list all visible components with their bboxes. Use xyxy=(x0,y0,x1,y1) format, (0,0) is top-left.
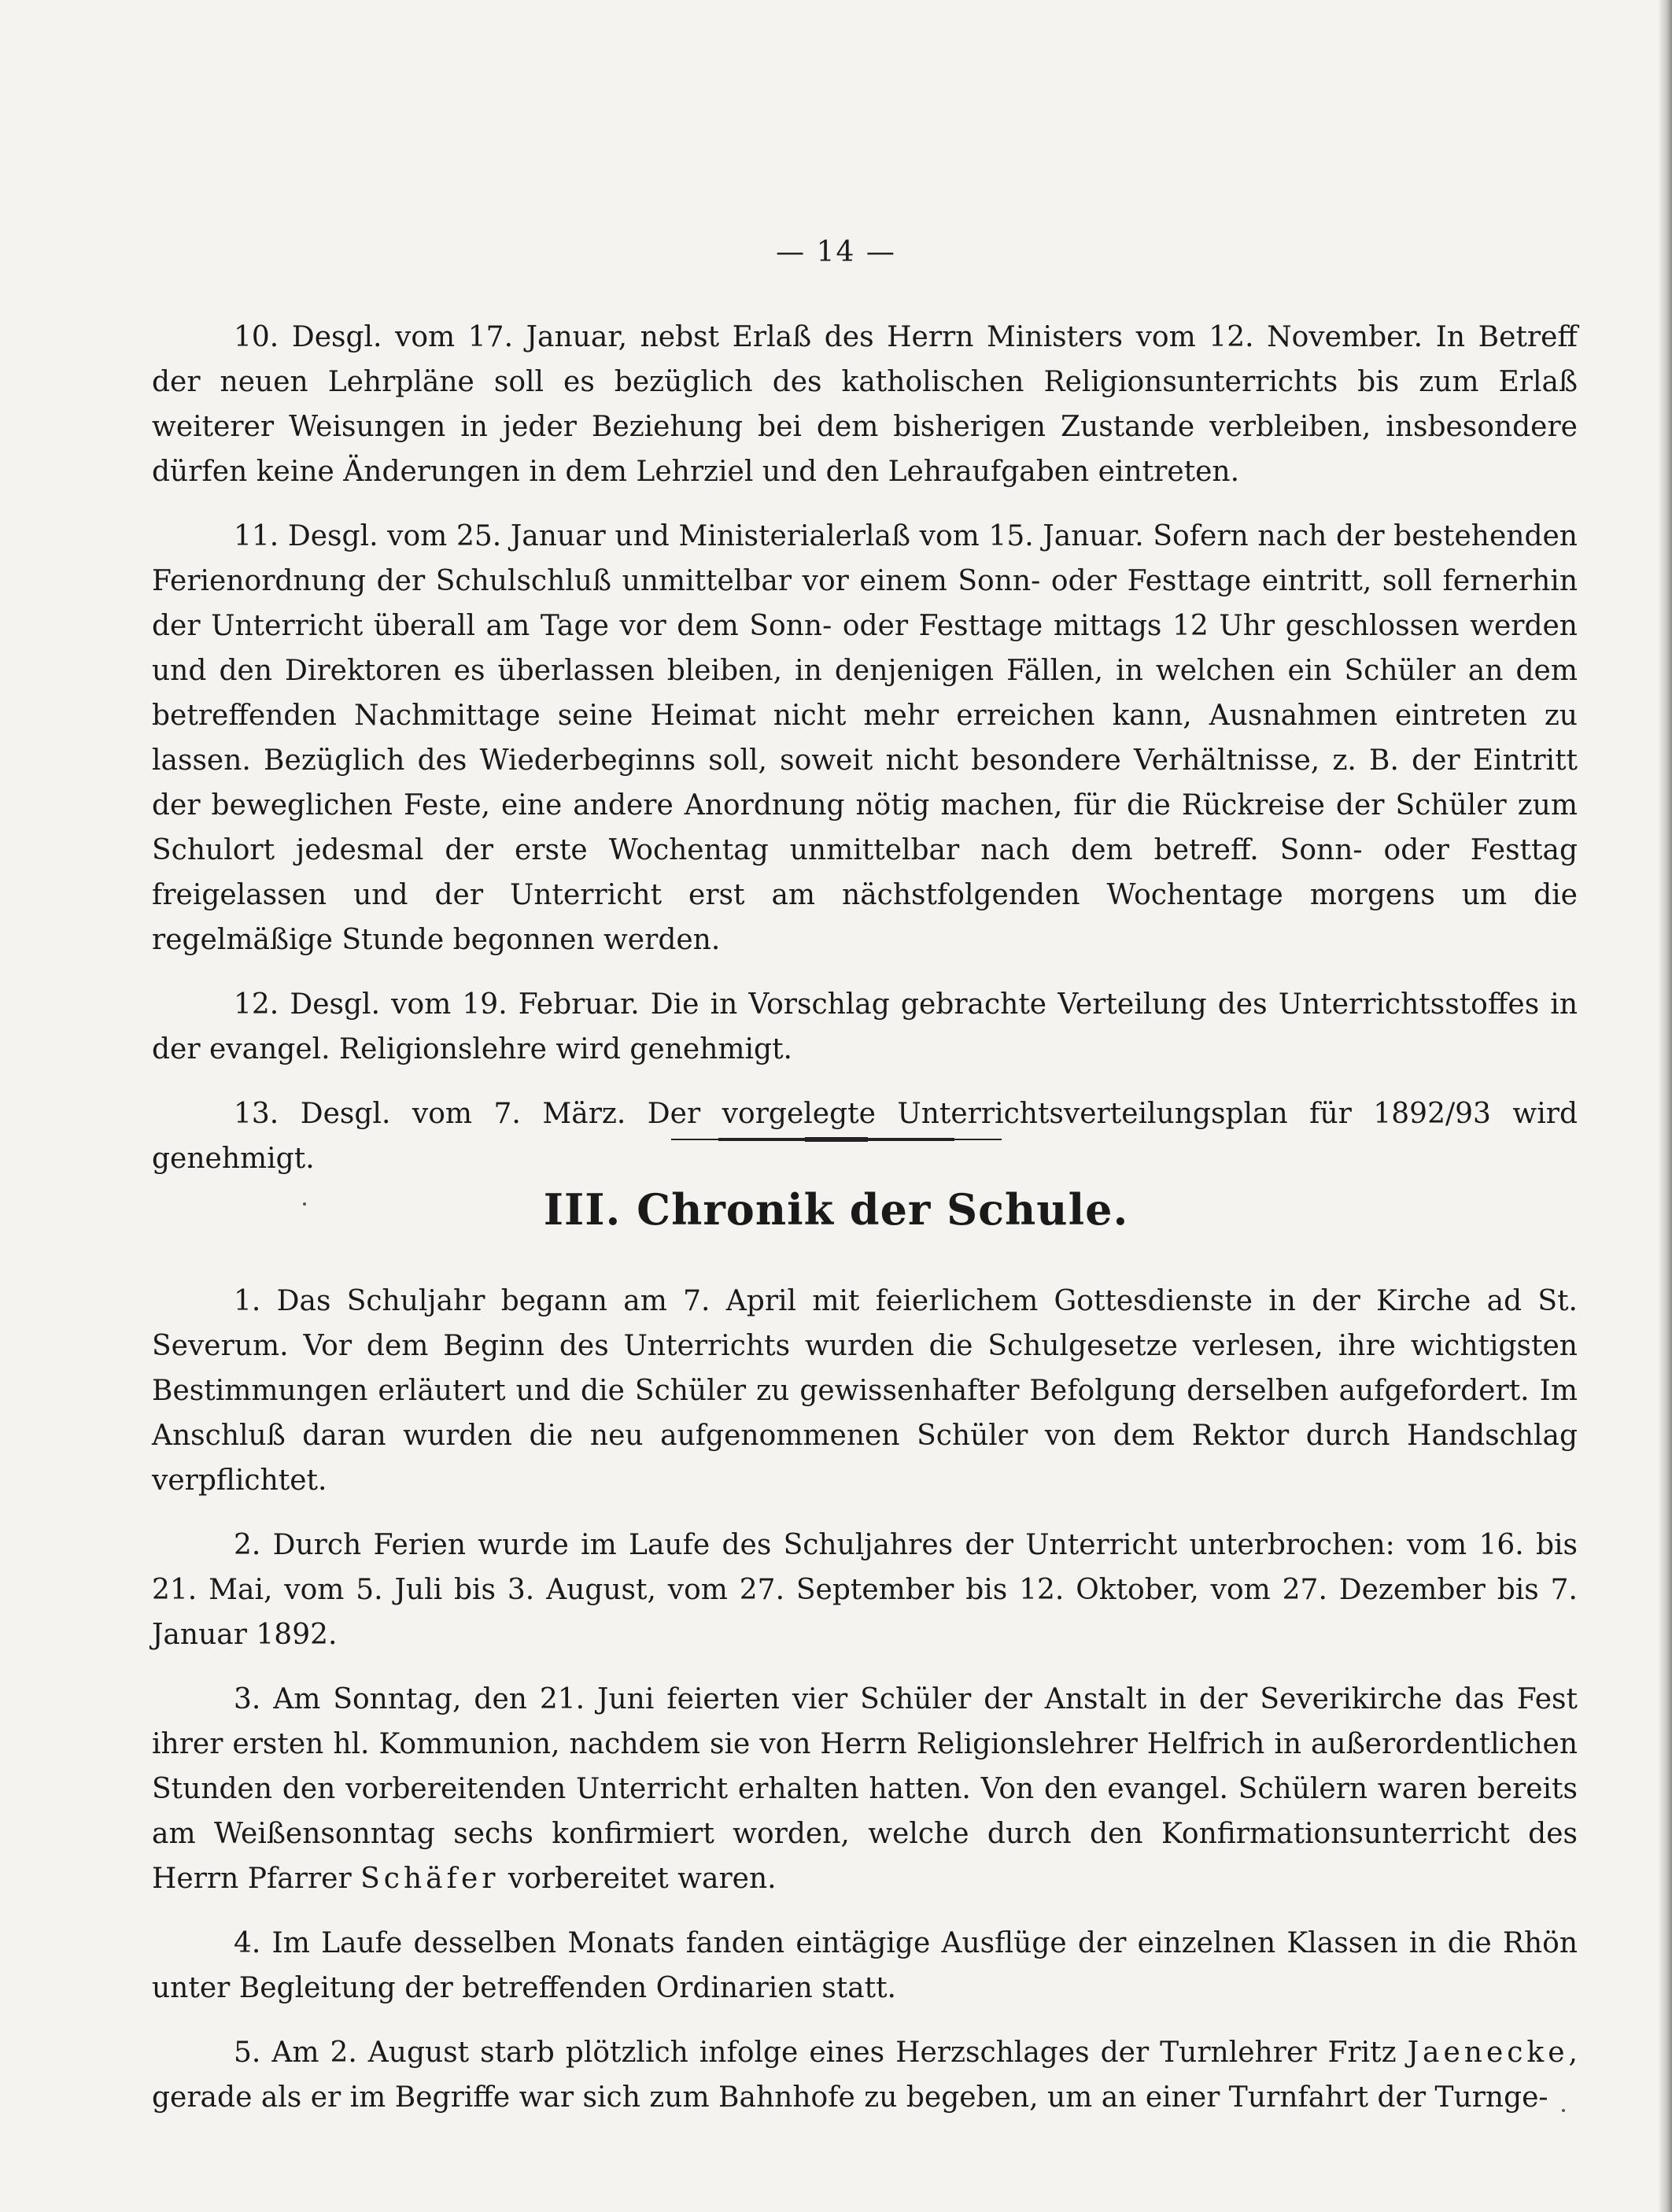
paragraph-text: vorbereitet waren. xyxy=(499,1863,777,1895)
person-name: Jaenecke xyxy=(1407,2037,1569,2069)
decree-paragraph: 12. Desgl. vom 19. Februar. Die in Vorschlag gebrachte Verteilung des Unterrichtsstoffes in der evangel. Religionslehre wird genehmigt. xyxy=(152,988,1578,1065)
chronicle-paragraph xyxy=(152,2030,1578,2120)
scan-speck xyxy=(303,1202,306,1206)
page-edge-shadow xyxy=(1658,0,1672,2212)
divider-rule xyxy=(671,1135,1002,1144)
decrees-list xyxy=(152,315,1578,1181)
decree-paragraph: 13. Desgl. vom 7. März. Der vorgelegte Unterrichtsverteilungsplan für 1892/93 wird genehmigt. xyxy=(152,1098,1578,1175)
scan-speck xyxy=(1562,2109,1565,2112)
paragraph-text: 5. Am 2. August starb plötzlich infolge eines Herzschlages der Turnlehrer Fritz xyxy=(234,2037,1408,2069)
decree-paragraph: 10. Desgl. vom 17. Januar, nebst Erlaß des Herrn Ministers vom 12. November. In Betreff der neuen Lehrpläne soll es bezüglich des katholischen Religionsunterrichts bis zum Erlaß weiterer Weisungen in jeder Beziehung bei dem bisherigen Zustande verbleiben, insbesondere dürfen keine Änderungen in dem Lehrziel und den Lehraufgaben eintreten. xyxy=(152,321,1578,488)
person-name: Schäfer xyxy=(360,1863,500,1895)
section-divider xyxy=(0,1135,1672,1144)
paragraph-text: , gerade als er im Begriffe war sich zum Bahnhofe zu begeben, um an einer Turnfahrt der Turnge- xyxy=(152,2037,1578,2114)
chronicle-paragraph: 2. Durch Ferien wurde im Laufe des Schuljahres der Unterricht unterbrochen: vom 16. bis 21. Mai, vom 5. Juli bis 3. August, vom 27. September bis 12. Oktober, vom 27. Dezember bis 7. Januar 1892. xyxy=(152,1529,1578,1651)
decree-paragraph: 11. Desgl. vom 25. Januar und Ministerialerlaß vom 15. Januar. Sofern nach der bestehenden Ferienordnung der Schulschluß unmittelbar vor einem Sonn- oder Festtage eintritt, soll fernerhin der Unterricht überall am Tage vor dem Sonn- oder Festtage mittags 12 Uhr geschlossen werden und den Direktoren es überlassen bleiben, in denjenigen Fällen, in welchen ein Schüler an dem betreffenden Nachmittage seine Heimat nicht mehr erreichen kann, Ausnahmen eintreten zu lassen. Bezüglich des Wiederbeginns soll, soweit nicht besondere Verhältnisse, z. B. der Eintritt der beweglichen Feste, eine andere Anordnung nötig machen, für die Rückreise der Schüler zum Schulort jedesmal der erste Wochentag unmittelbar nach dem betreff. Sonn- oder Festtag freigelassen und der Unterricht erst am nächstfolgenden Wochentage morgens um die regelmäßige Stunde begonnen werden. xyxy=(152,520,1578,956)
chronicle-paragraph: 4. Im Laufe desselben Monats fanden eintägige Ausflüge der einzelnen Klassen in die Rhön unter Begleitung der betreffenden Ordinarien statt. xyxy=(152,1927,1578,2004)
chronicle-paragraph xyxy=(152,1677,1578,1901)
paragraph-text: 3. Am Sonntag, den 21. Juni feierten vier Schüler der Anstalt in der Severikirche das Fest ihrer ersten hl. Kommunion, nachdem sie von Herrn Religionslehrer Helfrich in außerordentlichen Stunden den vorbereitenden Unterricht erhalten hatten. Von den evangel. Schülern waren bereits am Weißensonntag sechs konfirmiert worden, welche durch den Konfirmationsunterricht des Herrn Pfarrer xyxy=(152,1683,1578,1895)
section-heading: III. Chronik der Schule. xyxy=(543,1184,1129,1235)
page-number: — 14 — xyxy=(776,236,896,268)
chronicle-list xyxy=(152,1279,1578,2120)
chronicle-paragraph: 1. Das Schuljahr begann am 7. April mit feierlichem Gottesdienste in der Kirche ad St. Severum. Vor dem Beginn des Unterrichts wurden die Schulgesetze verlesen, ihre wichtigsten Bestimmungen erläutert und die Schüler zu gewissenhafter Befolgung derselben aufgefordert. Im Anschluß daran wurden die neu aufgenommenen Schüler von dem Rektor durch Handschlag verpflichtet. xyxy=(152,1285,1578,1497)
